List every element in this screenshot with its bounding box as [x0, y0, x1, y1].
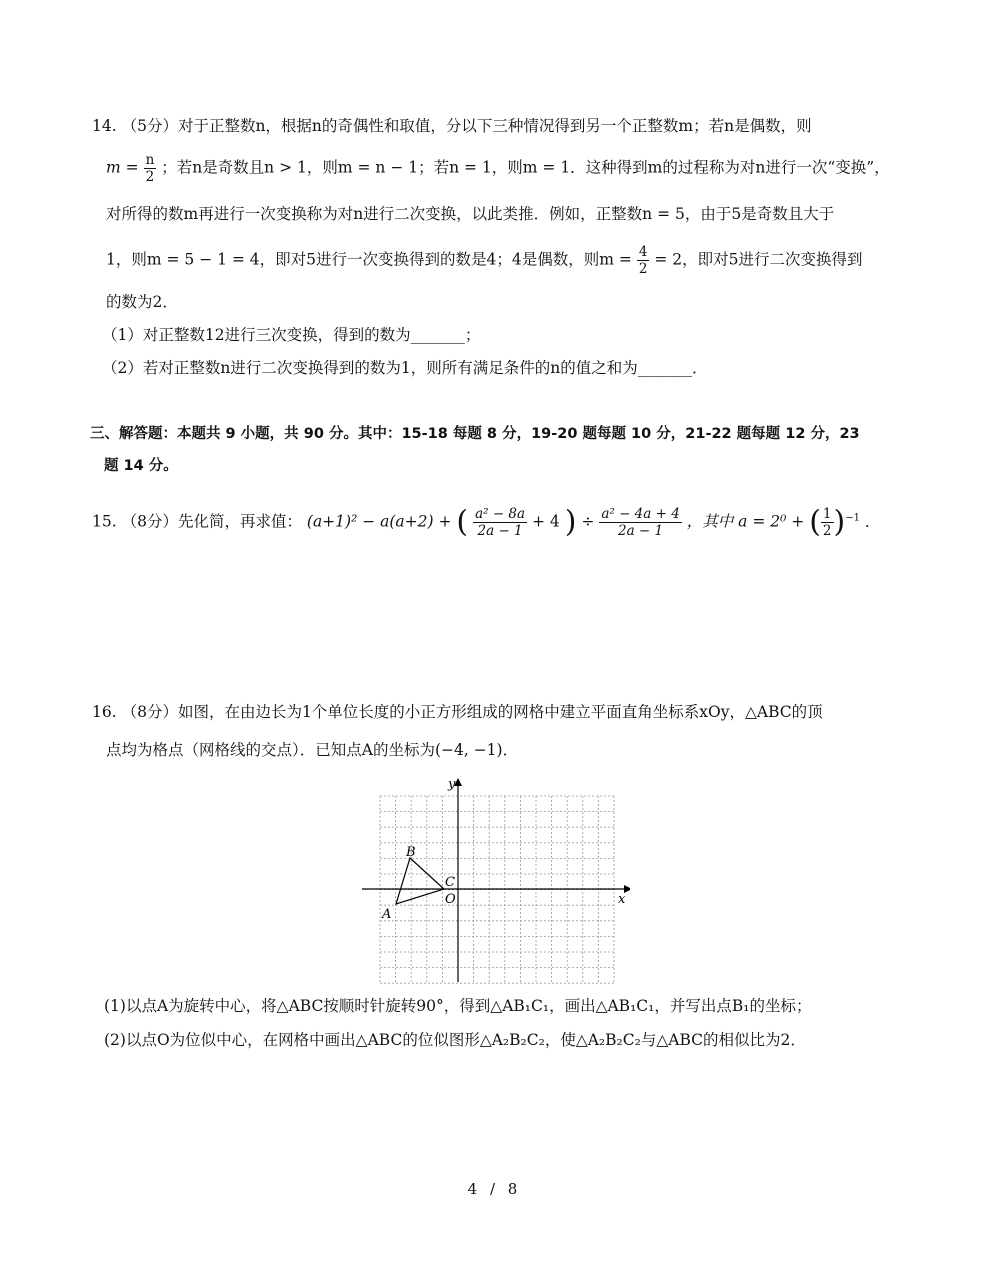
small-left-paren: (: [809, 504, 821, 540]
q14-line4: [106, 244, 862, 277]
x-label: x: [618, 892, 626, 907]
section3-heading-cont: 题 14 分。: [104, 458, 178, 474]
q15-tail: ，其中 a = 2⁰ +: [686, 512, 805, 531]
q16-part2: (2)以点O为位似中心，在网格中画出△ABC的位似图形△A₂B₂C₂，使△A₂B₂C₂与△ABC的相似比为2．: [104, 1031, 806, 1049]
q14-line3: 对所得的数m再进行一次变换称为对n进行二次变换，以此类推．例如，正整数n = 5，由于5是奇数且大于: [106, 205, 835, 223]
section3-heading: 三、解答题：本题共 9 小题，共 90 分。其中：15-18 每题 8 分，19-20 题每题 10 分，21-22 题每题 12 分，23: [90, 426, 860, 442]
q14-line2-text: ；若n是奇数且n > 1，则m = n − 1；若n = 1，则m = 1．这种得到m的过程称为对n进行一次“变换”，: [161, 158, 890, 177]
q14-line4-text-a: 1，则m = 5 − 1 = 4，即对5进行一次变换得到的数是4；4是偶数，则m =: [106, 250, 632, 269]
q14-line1: 14. （5分）对于正整数n，根据n的奇偶性和取值，分以下三种情况得到另一个正整数m；若n是偶数，则: [92, 117, 812, 135]
y-label: y: [448, 777, 456, 792]
q15-end: ．: [864, 512, 881, 531]
fraction-4-over-2: $\frac{4}{2}$: [638, 244, 648, 277]
big-right-paren: ): [564, 504, 577, 540]
q14-part1: （1）对正整数12进行三次变换，得到的数为_______；: [102, 326, 481, 344]
q15-plus4: + 4: [532, 512, 560, 531]
q14-line4-text-b: = 2，即对5进行二次变换得到: [654, 250, 863, 269]
q14-line2: [106, 152, 890, 185]
point-a-label: A: [382, 907, 392, 922]
fraction-n-over-2: $\frac{n}{2}$: [145, 152, 155, 185]
point-b-label: B: [406, 845, 416, 860]
q15-expr1: (a+1)² − a(a+2) +: [306, 512, 452, 531]
fraction-1: $\frac{\text{a² − 8a}}{2a - 1}$: [475, 506, 526, 539]
small-right-paren: ): [833, 504, 846, 540]
fraction-3: $\frac{1}{2}$: [822, 506, 832, 539]
point-c-label: C: [445, 875, 455, 890]
q14-line5: 的数为2．: [106, 293, 178, 311]
coordinate-grid-figure: [360, 776, 630, 986]
big-left-paren: (: [456, 504, 469, 540]
fraction-2: $\frac{\text{a² − 4a + 4}}{2a - 1}$: [601, 506, 680, 539]
q16-line2: 点均为格点（网格线的交点）．已知点A的坐标为(−4, −1)．: [106, 741, 519, 759]
q16-part1: (1)以点A为旋转中心，将△ABC按顺时针旋转90°，得到△AB₁C₁，画出△AB₁C₁，并写出点B₁的坐标；: [104, 997, 812, 1015]
q15-line: [92, 506, 880, 539]
q15-div: ÷: [581, 512, 595, 531]
q15-prefix: 15. （8分）先化简，再求值：: [92, 512, 302, 531]
origin-label: O: [445, 892, 456, 907]
q15-exponent: −1: [845, 512, 860, 524]
triangle-abc: [396, 858, 444, 904]
q14-part2: （2）若对正整数n进行二次变换得到的数为1，则所有满足条件的n的值之和为_______．: [102, 359, 708, 377]
q16-line1: 16. （8分）如图，在由边长为1个单位长度的小正方形组成的网格中建立平面直角坐标系xOy，△ABC的顶: [92, 703, 823, 721]
q14-m-eq: m =: [106, 158, 139, 177]
page-number: 4 / 8: [467, 1180, 522, 1198]
